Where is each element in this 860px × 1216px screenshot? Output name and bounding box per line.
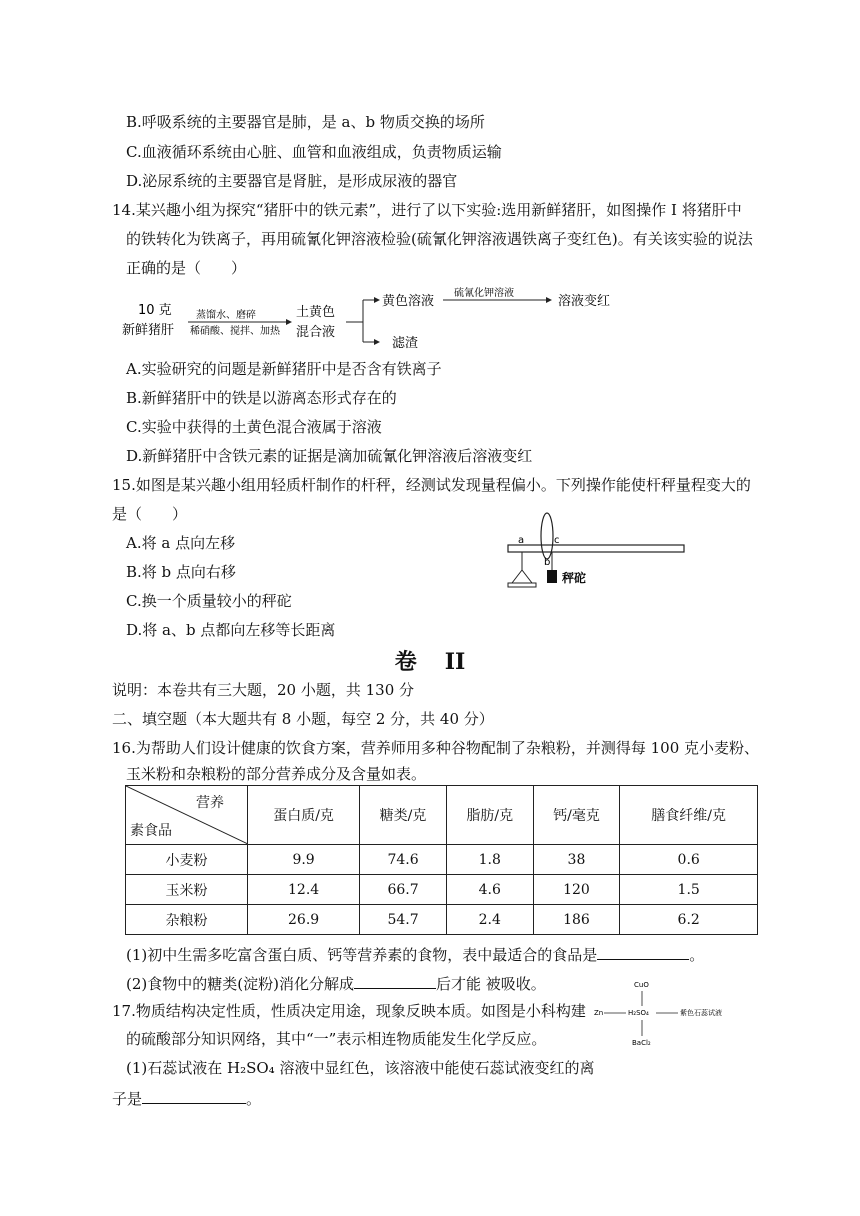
flow-step1-bottom: 稀硝酸、搅拌、加热 — [190, 326, 280, 337]
section-note: 说明：本卷共有三大题，20 小题，共 130 分 — [112, 681, 415, 699]
q14-flow-diagram — [118, 286, 658, 352]
weighing-pan — [508, 583, 536, 587]
table-corner-cell — [126, 786, 248, 845]
flow-start-line1: 10 克 — [138, 303, 172, 318]
q16-stem-line2: 玉米粉和杂粮粉的部分营养成分及含量如表。 — [126, 765, 427, 783]
flow-reagent: 硫氰化钾溶液 — [454, 288, 514, 299]
row-label: 杂粮粉 — [126, 905, 248, 935]
q15-option-c: C.换一个质量较小的秤砣 — [126, 592, 292, 610]
flow-arrowhead-bottom — [374, 339, 380, 345]
table-cell: 120 — [533, 875, 620, 905]
network-center: H₂SO₄ — [628, 1009, 649, 1017]
table-cell: 74.6 — [360, 845, 447, 875]
header-cell: 钙/毫克 — [533, 786, 620, 845]
q15-option-d: D.将 a、b 点都向左移等长距离 — [126, 621, 336, 639]
nutrition-table — [125, 785, 758, 935]
table-row — [126, 905, 758, 935]
q14-stem-line1: 14.某兴趣小组为探究“猪肝中的铁元素”，进行了以下实验:选用新鲜猪肝，如图操作 I 将猪肝中 — [112, 201, 742, 219]
flow-arrowhead-top — [374, 297, 380, 303]
answer-blank-2[interactable] — [354, 972, 436, 989]
flow-step1-top: 蒸馏水、磨碎 — [196, 310, 256, 321]
answer-blank-1[interactable] — [597, 943, 689, 960]
q14-option-b: B.新鲜猪肝中的铁是以游离态形式存在的 — [126, 389, 397, 407]
q14-stem-line3: 正确的是（ ） — [126, 259, 247, 277]
flow-yellow-solution: 黄色溶液 — [382, 294, 435, 309]
weight-block — [547, 570, 557, 583]
q13-option-d: D.泌尿系统的主要器官是肾脏，是形成尿液的器官 — [126, 172, 458, 190]
network-top: CuO — [634, 981, 649, 989]
corner-top-label: 营养 — [196, 795, 224, 811]
table-cell: 1.5 — [620, 875, 758, 905]
pan-string-left — [512, 570, 522, 583]
q17-sub1-line2: 子是 。 — [112, 1087, 261, 1109]
q14-option-a: A.实验研究的问题是新鲜猪肝中是否含有铁离子 — [126, 360, 442, 378]
flow-start-line2: 新鲜猪肝 — [122, 323, 175, 338]
flow-result: 溶液变红 — [558, 294, 611, 309]
lever-rod — [508, 545, 684, 552]
q15-option-a: A.将 a 点向左移 — [126, 534, 236, 552]
q13-option-c: C.血液循环系统由心脏、血管和血液组成，负责物质运输 — [126, 143, 502, 161]
table-cell: 12.4 — [248, 875, 360, 905]
header-cell: 膳食纤维/克 — [620, 786, 758, 845]
table-cell: 54.7 — [360, 905, 447, 935]
sulfuric-acid-network — [590, 978, 750, 1054]
pan-string-right — [522, 570, 532, 583]
weight-label: 秤砣 — [562, 571, 587, 585]
flow-residue: 滤渣 — [392, 336, 419, 351]
flow-mix-line1: 土黄色 — [296, 305, 336, 320]
q17-stem-line1: 17.物质结构决定性质，性质决定用途，现象反映本质。如图是小科构建 — [112, 1002, 586, 1020]
table-cell: 186 — [533, 905, 620, 935]
q15-stem-line1: 15.如图是某兴趣小组用轻质杆制作的杆秤，经测试发现量程偏小。下列操作能使杆秤量程变大的 — [112, 476, 751, 494]
table-cell: 2.4 — [446, 905, 533, 935]
row-label: 玉米粉 — [126, 875, 248, 905]
q14-option-d: D.新鲜猪肝中含铁元素的证据是滴加硫氰化钾溶液后溶液变红 — [126, 447, 533, 465]
part-heading: 二、填空题（本大题共有 8 小题，每空 2 分，共 40 分） — [112, 710, 494, 728]
table-cell: 0.6 — [620, 845, 758, 875]
table-cell: 38 — [533, 845, 620, 875]
table-row — [126, 875, 758, 905]
q15-stem-line2: 是（ ） — [112, 505, 188, 523]
q16-sub2: (2)食物中的糖类(淀粉)消化分解成 后才能 被吸收。 — [126, 972, 546, 994]
table-cell: 66.7 — [360, 875, 447, 905]
flow-mix-line2: 混合液 — [296, 325, 336, 340]
point-c-label: c — [554, 535, 560, 546]
network-left: Zn — [594, 1009, 604, 1017]
corner-bottom-label: 素食品 — [130, 823, 172, 839]
q16-sub1: (1)初中生需多吃富含蛋白质、钙等营养素的食物，表中最适合的食品是 。 — [126, 943, 704, 965]
point-b-label: b — [544, 557, 551, 568]
header-cell: 脂肪/克 — [446, 786, 533, 845]
q14-stem-line2: 的铁转化为铁离子，再用硫氰化钾溶液检验(硫氰化钾溶液遇铁离子变红色)。有关该实验的说法 — [126, 230, 753, 248]
point-a-label: a — [518, 535, 525, 546]
q15-steelyard-figure — [500, 510, 695, 590]
table-cell: 9.9 — [248, 845, 360, 875]
header-cell: 蛋白质/克 — [248, 786, 360, 845]
row-label: 小麦粉 — [126, 845, 248, 875]
table-cell: 4.6 — [446, 875, 533, 905]
q17-sub1-line1: (1)石蕊试液在 H₂SO₄ 溶液中显红色，该溶液中能使石蕊试液变红的离 — [126, 1059, 595, 1077]
table-cell: 6.2 — [620, 905, 758, 935]
q17-stem-line2: 的硫酸部分知识网络，其中“一”表示相连物质能发生化学反应。 — [126, 1030, 547, 1048]
table-cell: 26.9 — [248, 905, 360, 935]
table-row — [126, 845, 758, 875]
answer-blank-3[interactable] — [142, 1087, 246, 1104]
flow-arrowhead-1 — [286, 319, 292, 325]
q16-stem-line1: 16.为帮助人们设计健康的饮食方案，营养师用多种谷物配制了杂粮粉，并测得每 100 克小麦粉、 — [112, 739, 760, 757]
network-bottom: BaCl₂ — [632, 1039, 651, 1047]
section-title: 卷 II — [394, 649, 466, 675]
q14-option-c: C.实验中获得的土黄色混合液属于溶液 — [126, 418, 382, 436]
q15-option-b: B.将 b 点向右移 — [126, 563, 236, 581]
q13-option-b: B.呼吸系统的主要器官是肺，是 a、b 物质交换的场所 — [126, 113, 485, 131]
network-right: 紫色石蕊试液 — [680, 1009, 722, 1017]
flow-arrowhead-2 — [546, 297, 552, 303]
header-cell: 糖类/克 — [360, 786, 447, 845]
table-cell: 1.8 — [446, 845, 533, 875]
table-header-row — [126, 786, 758, 845]
